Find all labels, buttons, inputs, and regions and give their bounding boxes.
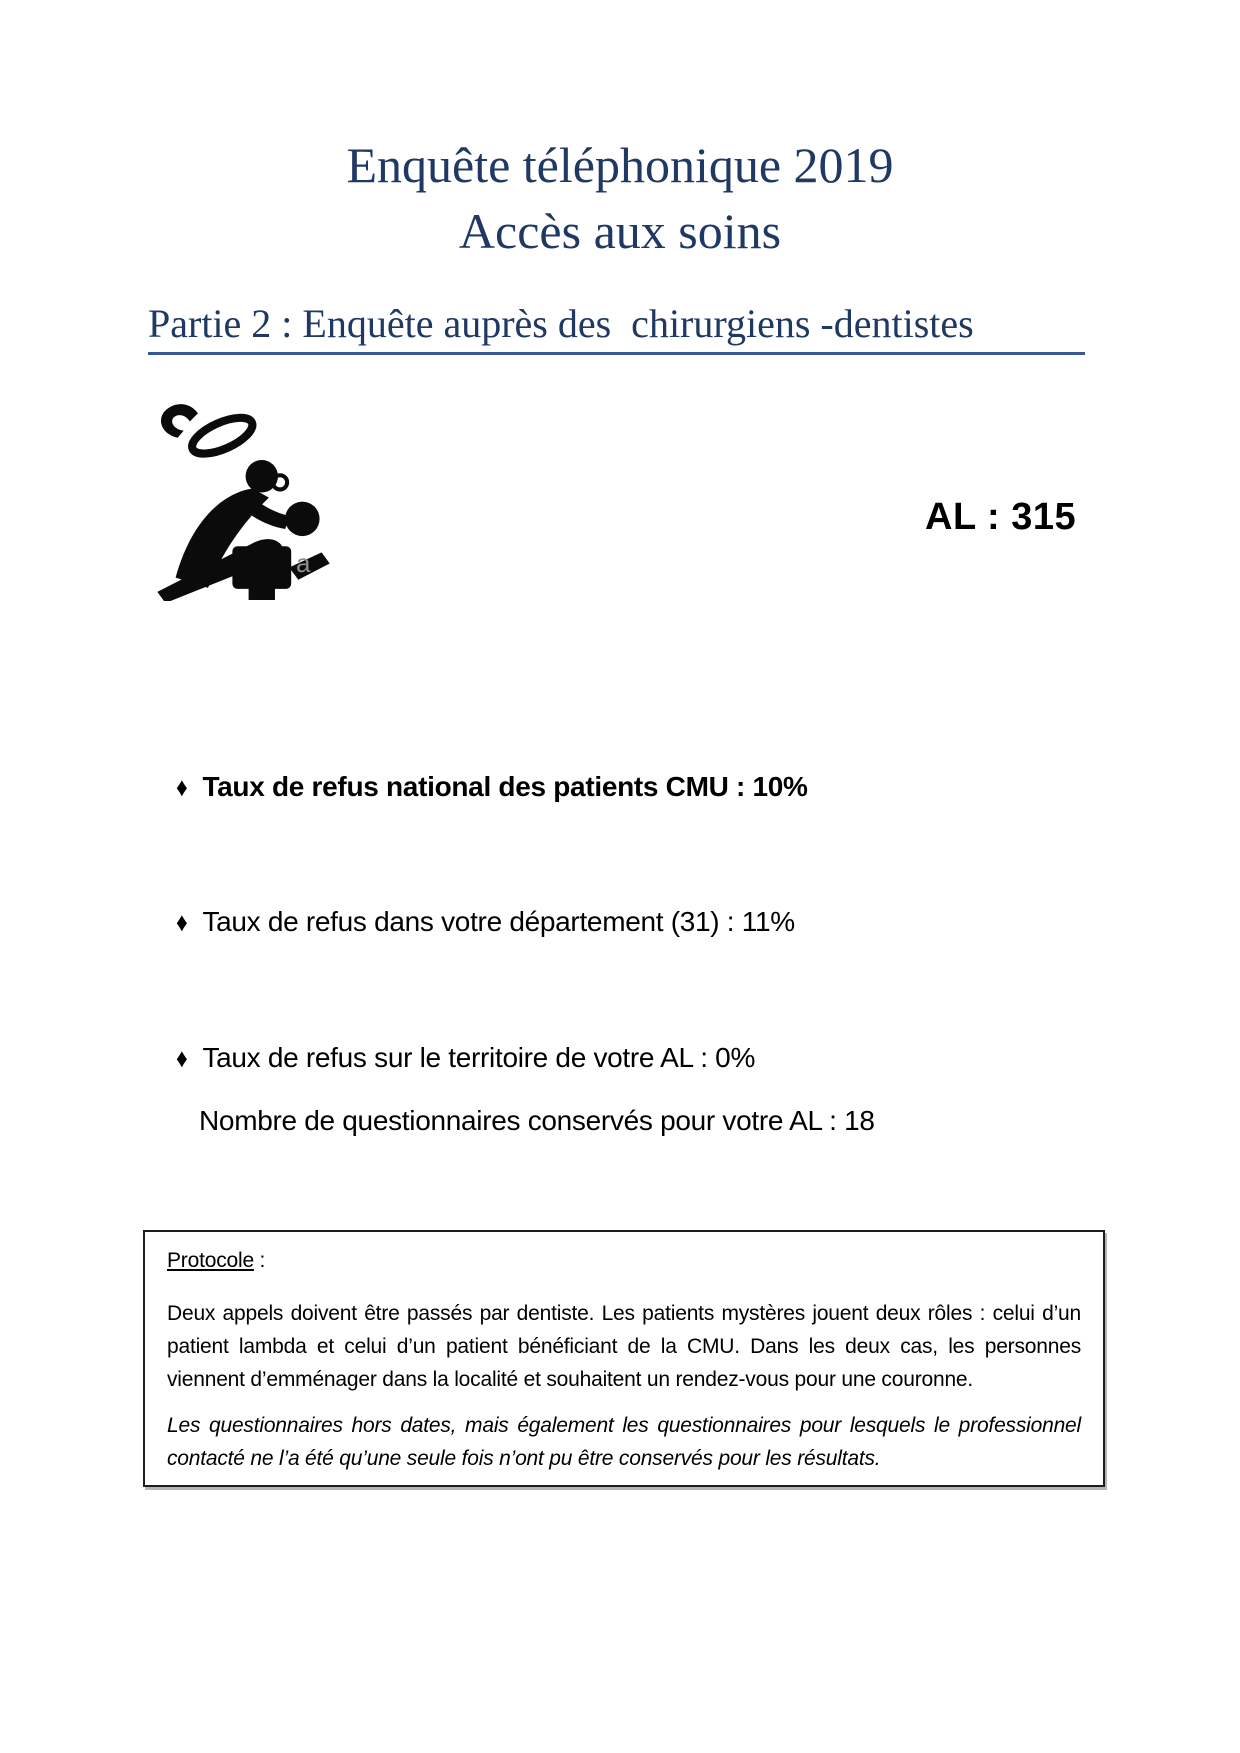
diamond-bullet-icon: ♦ <box>176 1043 188 1073</box>
bullet-item-department-refusal <box>176 905 795 939</box>
bullet-item-territory-refusal <box>176 1041 755 1075</box>
stock-watermark-letter: a <box>296 548 311 578</box>
protocol-heading-colon: : <box>253 1249 266 1272</box>
bullet-label: Taux de refus dans votre département (31) : 11% <box>202 906 795 937</box>
al-count-label: AL : 315 <box>925 496 1077 538</box>
protocol-heading-word: Protocole <box>167 1249 254 1272</box>
bullet-label: Taux de refus national des patients CMU : 10% <box>202 771 808 802</box>
title-line-1: Enquête téléphonique 2019 <box>346 137 894 193</box>
diamond-bullet-icon: ♦ <box>176 772 188 802</box>
protocol-heading <box>167 1244 1081 1277</box>
questionnaires-kept-line: Nombre de questionnaires conservés pour votre AL : 18 <box>199 1105 875 1136</box>
diamond-bullet-icon: ♦ <box>176 907 188 937</box>
section-heading: Partie 2 : Enquête auprès des chirurgiens -dentistes <box>148 301 974 346</box>
bullet-label: Taux de refus sur le territoire de votre AL : 0% <box>202 1042 756 1073</box>
protocol-paragraph-2: Les questionnaires hors dates, mais également les questionnaires pour lesquels le professionnel contacté ne l’a été qu’une seule fois n’ont pu être conservés pour les résultats. <box>167 1414 1081 1470</box>
section-heading-rule <box>148 352 1085 355</box>
bullet-item-national-refusal <box>176 770 808 804</box>
document-title <box>0 132 1240 264</box>
title-line-2: Accès aux soins <box>458 203 782 259</box>
protocol-paragraph-1: Deux appels doivent être passés par dentiste. Les patients mystères jouent deux rôles : celui d’un patient lambda et celui d’un patient bénéficiant de la CMU. Dans les deux cas, les personnes viennent d’emménager dans la localité et souhaitent un rendez-vous pour une couronne. <box>167 1302 1081 1391</box>
protocol-box <box>143 1230 1105 1487</box>
